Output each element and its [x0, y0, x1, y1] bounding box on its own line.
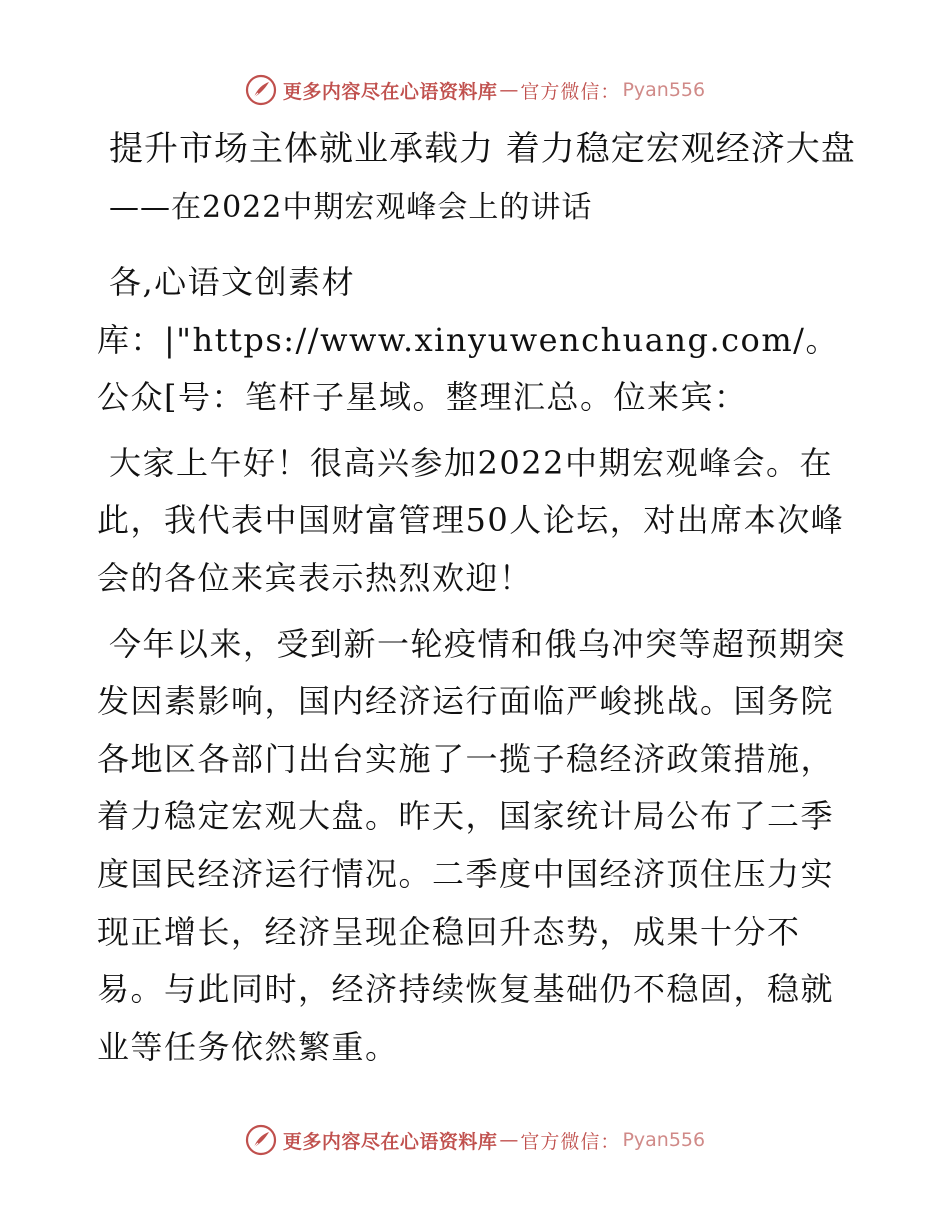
paragraph-2: 今年以来，受到新一轮疫情和俄乌冲突等超预期突发因素影响，国内经济运行面临严峻挑战。国务院各地区各部门出台实施了一揽子稳经济政策措施，着力稳定宏观大盘。昨天，国家统计局公布了二季度国民经济运行情况。二季度中国经济顶住压力实现正增长，经济呈现企稳回升态势，成果十分不易。与此同时，经济持续恢复基础仍不稳固，稳就业等任务依然繁重。: [97, 624, 847, 1066]
document-subtitle: ——在2022中期宏观峰会上的讲话: [109, 190, 593, 225]
header-watermark: [0, 70, 950, 110]
watermark-wechat-label: 官方微信：: [520, 1130, 621, 1153]
quill-logo-icon: [245, 1124, 277, 1156]
document-body: [97, 120, 857, 1076]
watermark-main-text: 更多内容尽在心语资料库: [282, 80, 498, 103]
greeting-paragraph: 各,心语文创素材库：|"https://www.xinyuwenchuang.com/。公众[号：笔杆子星域。整理汇总。位来宾：: [97, 263, 839, 417]
watermark-separator: —: [499, 79, 519, 101]
paragraph-1: 大家上午好！很高兴参加2022中期宏观峰会。在此，我代表中国财富管理50人论坛，对出席本次峰会的各位来宾表示热烈欢迎！: [97, 443, 845, 597]
watermark-wechat-label: 官方微信：: [520, 80, 621, 103]
watermark-wechat-id: Pyan556: [622, 1129, 706, 1151]
watermark-separator: —: [499, 1129, 519, 1151]
footer-watermark: [0, 1120, 950, 1160]
document-title: 提升市场主体就业承载力 着力稳定宏观经济大盘: [109, 129, 856, 169]
watermark-main-text: 更多内容尽在心语资料库: [282, 1130, 498, 1153]
watermark-wechat-id: Pyan556: [622, 79, 706, 101]
quill-logo-icon: [245, 74, 277, 106]
